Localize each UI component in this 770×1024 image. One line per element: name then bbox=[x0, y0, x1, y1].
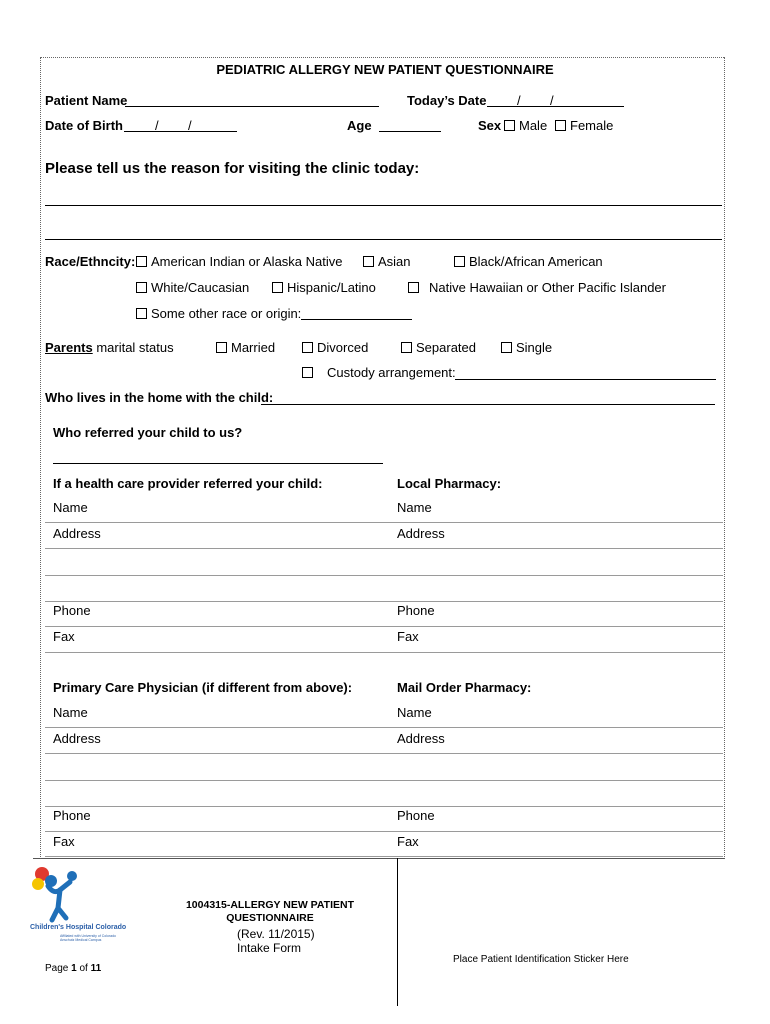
pharmacy-fax-label: Fax bbox=[397, 629, 419, 644]
sex-label: Sex bbox=[478, 118, 502, 133]
race-label: Race/Ethncity: bbox=[45, 254, 136, 269]
mail-pharmacy-phone-label: Phone bbox=[397, 808, 435, 823]
provider-address-label: Address bbox=[53, 526, 101, 541]
checkbox-icon bbox=[302, 367, 313, 378]
reason-line-2[interactable] bbox=[45, 239, 722, 240]
marital-option-separated[interactable]: Separated bbox=[401, 340, 476, 356]
marital-status-label: Parents marital status bbox=[45, 340, 174, 355]
table-rule bbox=[45, 626, 723, 627]
patient-name-field[interactable] bbox=[125, 93, 379, 107]
table-rule bbox=[45, 780, 723, 781]
marital-option-married[interactable]: Married bbox=[216, 340, 275, 356]
mail-pharmacy-name-label: Name bbox=[397, 705, 432, 720]
pharmacy-address-label: Address bbox=[397, 526, 445, 541]
table-rule bbox=[45, 548, 723, 549]
footer-divider bbox=[397, 858, 398, 1006]
checkbox-icon bbox=[454, 256, 465, 267]
todays-date-field[interactable] bbox=[487, 93, 624, 107]
page-number: Page 1 of 11 bbox=[45, 963, 102, 974]
provider-fax-label: Fax bbox=[53, 629, 75, 644]
todays-date-label: Today’s Date bbox=[407, 93, 487, 108]
pcp-fax-label: Fax bbox=[53, 834, 75, 849]
logo-name: Children's Hospital Colorado bbox=[30, 924, 127, 931]
logo-affiliation: Affiliated with University of Colorado Anschutz Medical Campus bbox=[60, 934, 116, 942]
table-rule bbox=[45, 806, 723, 807]
table-rule bbox=[45, 856, 723, 857]
pcp-heading: Primary Care Physician (if different from above): bbox=[53, 680, 353, 695]
race-option-asian[interactable]: Asian bbox=[363, 254, 411, 270]
table-rule bbox=[45, 601, 723, 602]
checkbox-icon bbox=[216, 342, 227, 353]
form-type: Intake Form bbox=[237, 941, 302, 955]
checkbox-icon bbox=[302, 342, 313, 353]
referred-question: Who referred your child to us? bbox=[53, 425, 243, 440]
checkbox-icon bbox=[401, 342, 412, 353]
footer-rule bbox=[33, 858, 725, 859]
form-border-top bbox=[40, 57, 724, 58]
pcp-address-label: Address bbox=[53, 731, 101, 746]
todays-date-sep2: / bbox=[550, 93, 554, 108]
patient-name-label: Patient Name bbox=[45, 93, 128, 108]
pcp-phone-label: Phone bbox=[53, 808, 91, 823]
checkbox-icon bbox=[136, 256, 147, 267]
dob-label: Date of Birth bbox=[45, 118, 123, 133]
checkbox-icon bbox=[555, 120, 566, 131]
race-option-white[interactable]: White/Caucasian bbox=[136, 280, 249, 296]
custody-option[interactable]: Custody arrangement: bbox=[302, 365, 456, 381]
marital-option-single[interactable]: Single bbox=[501, 340, 552, 356]
provider-name-label: Name bbox=[53, 500, 88, 515]
sticker-area: Place Patient Identification Sticker Here bbox=[453, 954, 629, 965]
table-rule bbox=[45, 522, 723, 523]
pharmacy-phone-label: Phone bbox=[397, 603, 435, 618]
race-option-pacific-islander[interactable]: Native Hawaiian or Other Pacific Islander bbox=[408, 280, 666, 296]
lives-with-label: Who lives in the home with the child: bbox=[45, 390, 274, 405]
checkbox-icon bbox=[136, 282, 147, 293]
checkbox-icon bbox=[504, 120, 515, 131]
race-option-black[interactable]: Black/African American bbox=[454, 254, 603, 270]
doc-code: 1004315-ALLERGY NEW PATIENT QUESTIONNAIRE bbox=[185, 899, 355, 924]
referred-field[interactable] bbox=[53, 463, 383, 464]
todays-date-sep1: / bbox=[517, 93, 521, 108]
race-option-other[interactable]: Some other race or origin: bbox=[136, 306, 301, 322]
provider-heading: If a health care provider referred your child: bbox=[53, 476, 323, 491]
checkbox-icon bbox=[272, 282, 283, 293]
table-rule bbox=[45, 575, 723, 576]
form-border-right bbox=[724, 57, 725, 857]
provider-phone-label: Phone bbox=[53, 603, 91, 618]
pharmacy-name-label: Name bbox=[397, 500, 432, 515]
mail-pharmacy-address-label: Address bbox=[397, 731, 445, 746]
mail-pharmacy-heading: Mail Order Pharmacy: bbox=[397, 680, 532, 695]
local-pharmacy-heading: Local Pharmacy: bbox=[397, 476, 502, 491]
marital-option-divorced[interactable]: Divorced bbox=[302, 340, 368, 356]
checkbox-icon bbox=[136, 308, 147, 319]
race-option-hispanic[interactable]: Hispanic/Latino bbox=[272, 280, 376, 296]
checkbox-icon bbox=[363, 256, 374, 267]
hospital-logo bbox=[30, 862, 130, 950]
race-option-american-indian[interactable]: American Indian or Alaska Native bbox=[136, 254, 342, 270]
dob-sep1: / bbox=[155, 118, 159, 133]
sex-option-female[interactable]: Female bbox=[555, 118, 613, 134]
table-rule bbox=[45, 652, 723, 653]
pcp-name-label: Name bbox=[53, 705, 88, 720]
checkbox-icon bbox=[501, 342, 512, 353]
table-rule bbox=[45, 831, 723, 832]
checkbox-icon bbox=[408, 282, 419, 293]
reason-question: Please tell us the reason for visiting the clinic today: bbox=[45, 160, 420, 177]
age-field[interactable] bbox=[379, 118, 441, 132]
table-rule bbox=[45, 753, 723, 754]
revision: (Rev. 11/2015) bbox=[237, 927, 315, 941]
form-border-left bbox=[40, 57, 41, 857]
mail-pharmacy-fax-label: Fax bbox=[397, 834, 419, 849]
dob-field[interactable] bbox=[124, 118, 237, 132]
table-rule bbox=[45, 727, 723, 728]
age-label: Age bbox=[347, 118, 372, 133]
reason-line-1[interactable] bbox=[45, 205, 722, 206]
race-other-field[interactable] bbox=[301, 306, 412, 320]
dob-sep2: / bbox=[188, 118, 192, 133]
lives-with-field[interactable] bbox=[261, 390, 715, 405]
form-title: PEDIATRIC ALLERGY NEW PATIENT QUESTIONNAIRE bbox=[216, 62, 554, 77]
sex-option-male[interactable]: Male bbox=[504, 118, 547, 134]
custody-field[interactable] bbox=[455, 365, 716, 380]
